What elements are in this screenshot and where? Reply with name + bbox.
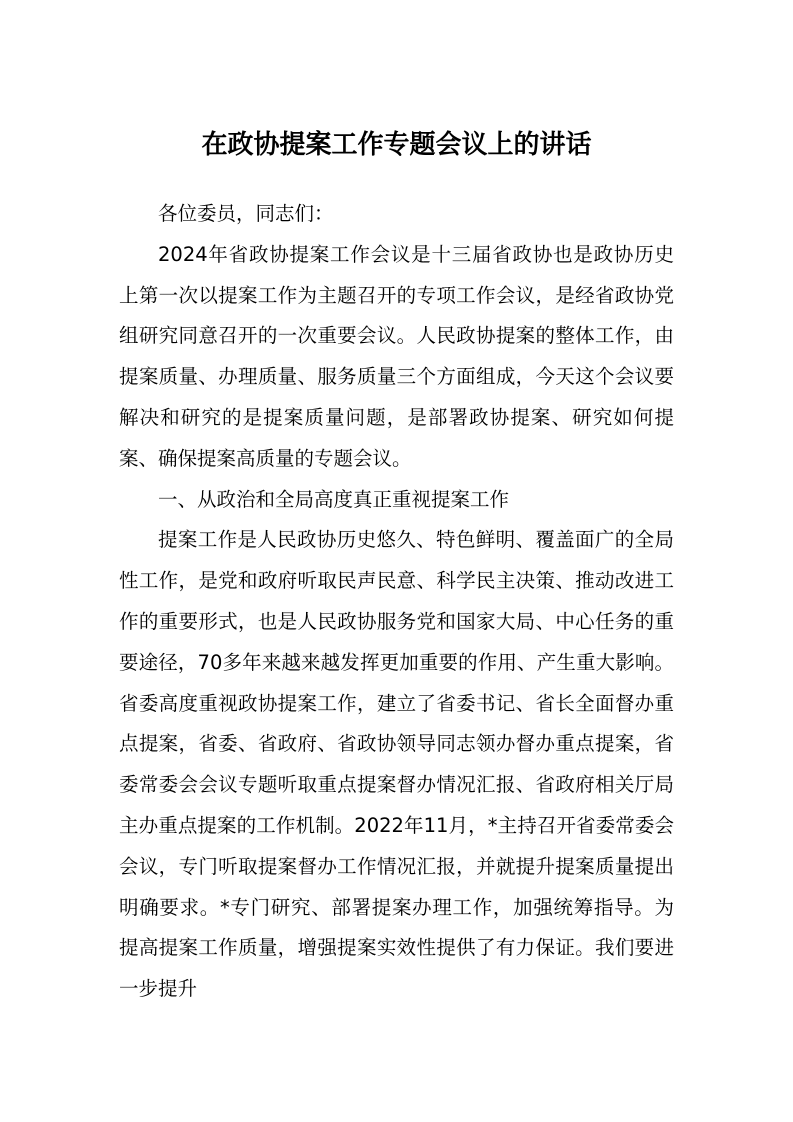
paragraph-section-1: 提案工作是人民政协历史悠久、特色鲜明、覆盖面广的全局性工作，是党和政府听取民声民意、科学民主决策、推动改进工作的重要形式，也是人民政协服务党和国家大局、中心任务的重要途径，70多年来越来越发挥更加重要的作用、产生重大影响。省委高度重视政协提案工作，建立了省委书记、省长全面督办重点提案，省委、省政府、省政协领导同志领办督办重点提案，省委常委会会议专题听取重点提案督办情况汇报、省政府相关厅局主办重点提案的工作机制。2022年11月，*主持召开省委常委会会议，专门听取提案督办工作情况汇报，并就提升提案质量提出明确要求。*专门研究、部署提案办理工作，加强统筹指导。为提高提案工作质量，增强提案实效性提供了有力保证。我们要进一步提升 [119, 528, 674, 1001]
section-heading: 一、从政治和全局高度真正重视提案工作 [158, 487, 510, 511]
document-body [119, 194, 674, 1010]
salutation: 各位委员，同志们： [158, 202, 334, 225]
paragraph-intro: 2024年省政协提案工作会议是十三届省政协也是政协历史上第一次以提案工作为主题召开的专项工作会议，是经省政协党组研究同意召开的一次重要会议。人民政协提案的整体工作，由提案质量、办理质量、服务质量三个方面组成，今天这个会议要解决和研究的是提案质量问题，是部署政协提案、研究如何提案、确保提案高质量的专题会议。 [119, 242, 674, 470]
document-title: 在政协提案工作专题会议上的讲话 [201, 130, 592, 160]
